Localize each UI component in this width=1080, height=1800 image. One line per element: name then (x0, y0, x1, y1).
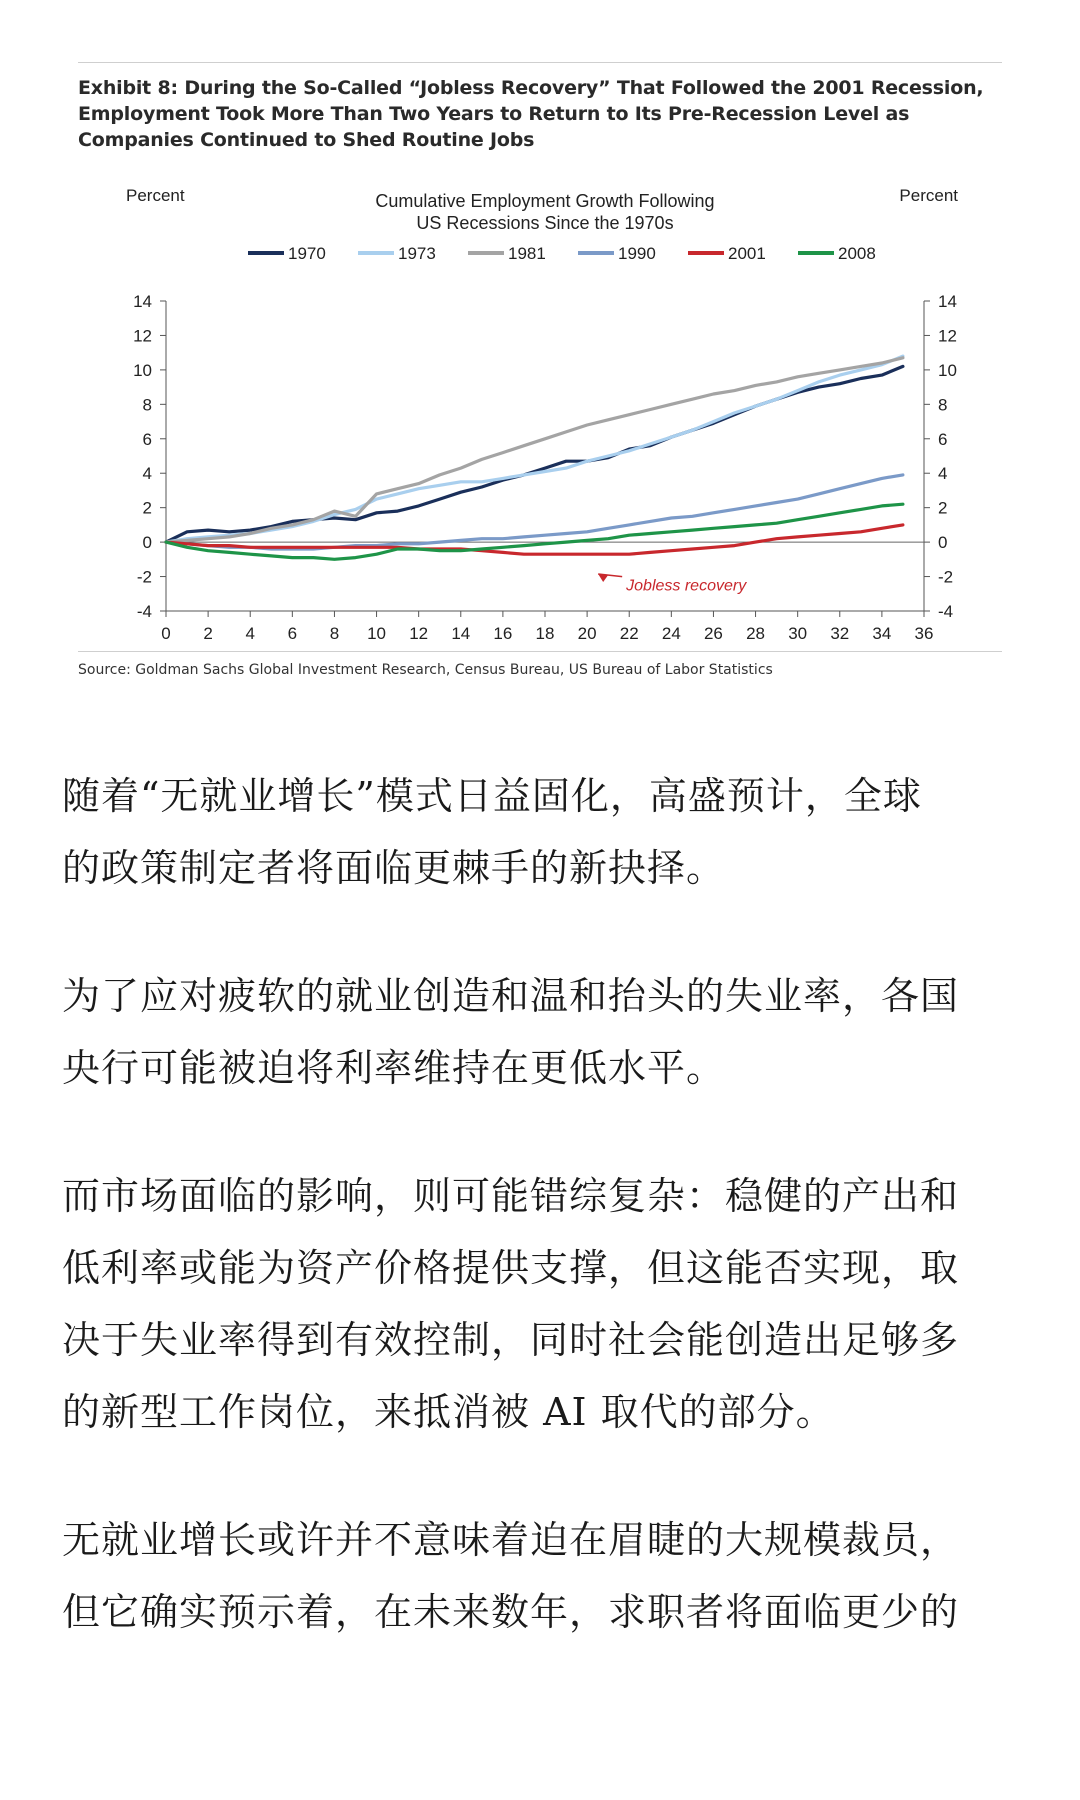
y-tick-label-right: -4 (938, 602, 954, 621)
x-tick-label: 22 (619, 624, 639, 643)
y-tick-label-left: 10 (133, 360, 152, 380)
paragraph-line: 但它确实预示着，在未来数年，求职者将面临更少的 (62, 1590, 960, 1634)
x-tick-label: 36 (914, 624, 934, 643)
annotation-arrow-head (598, 574, 608, 582)
x-tick-label: 26 (703, 624, 723, 643)
paragraph-line: 的政策制定者将面临更棘手的新抉择。 (62, 846, 726, 890)
y-axis-label-left: Percent (126, 186, 185, 205)
x-tick-label: 4 (245, 624, 255, 643)
x-tick-label: 12 (409, 624, 429, 643)
legend-label-1973: 1973 (398, 244, 436, 263)
x-tick-label: 16 (493, 624, 513, 643)
y-tick-label-right: 4 (938, 464, 948, 484)
y-tick-label-left: 4 (142, 464, 152, 484)
x-tick-label: 28 (746, 624, 766, 643)
top-rule (78, 62, 1002, 63)
x-tick-label: 20 (577, 624, 597, 643)
series-line-1981 (166, 358, 903, 542)
y-tick-label-left: 8 (142, 395, 152, 415)
exhibit-figure (78, 62, 1002, 678)
y-tick-label-left: 2 (142, 498, 152, 518)
exhibit-title: Exhibit 8: During the So-Called “Jobless Recovery” That Followed the 2001 Recession, Employment Took More Than Two Years to Return to Its Pre-Recession Level as Companies Continued to Shed Routine Jobs (78, 77, 984, 151)
paragraph-line: 随着“无就业增长”模式日益固化，高盛预计，全球 (62, 774, 922, 818)
legend-label-2008: 2008 (838, 244, 876, 263)
y-axis-label-right: Percent (899, 186, 958, 205)
paragraph-line: 为了应对疲软的就业创造和温和抬头的失业率，各国 (62, 974, 960, 1018)
y-tick-label-right: 0 (938, 533, 948, 553)
article-paragraph (62, 1160, 1020, 1448)
series-line-1973 (166, 356, 903, 542)
series-line-2008 (166, 504, 903, 559)
article-paragraph (62, 1504, 1020, 1648)
y-tick-label-right: 6 (938, 429, 948, 449)
chart-title: US Recessions Since the 1970s (416, 213, 674, 233)
chart-source: Source: Goldman Sachs Global Investment Research, Census Bureau, US Bureau of Labor Statistics (78, 662, 773, 678)
article-paragraph (62, 760, 1020, 904)
y-tick-label-left: 6 (142, 429, 152, 449)
y-tick-label-left: 12 (133, 326, 152, 346)
y-tick-label-right: 8 (938, 395, 948, 415)
y-tick-label-right: 10 (938, 360, 957, 380)
article-body (62, 760, 1020, 1704)
article-paragraph (62, 960, 1020, 1104)
x-tick-label: 32 (830, 624, 850, 643)
x-tick-label: 10 (367, 624, 387, 643)
paragraph-line: 无就业增长或许并不意味着迫在眉睫的大规模裁员， (62, 1518, 960, 1562)
legend-label-1970: 1970 (288, 244, 326, 263)
paragraph-line: 央行可能被迫将利率维持在更低水平。 (62, 1046, 726, 1090)
y-tick-label-left: 0 (142, 533, 152, 553)
x-tick-label: 6 (287, 624, 298, 643)
legend-label-1981: 1981 (508, 244, 546, 263)
y-tick-label-left: -4 (136, 602, 152, 621)
y-tick-label-left: -2 (136, 567, 152, 587)
paragraph-line: 低利率或能为资产价格提供支撑，但这能否实现，取 (62, 1246, 960, 1290)
x-tick-label: 0 (161, 624, 171, 643)
x-tick-label: 8 (329, 624, 340, 643)
chart-title: Cumulative Employment Growth Following (375, 191, 715, 211)
y-tick-label-right: 12 (938, 326, 957, 346)
chart-container (78, 171, 1002, 651)
legend-label-1990: 1990 (618, 244, 656, 263)
legend-label-2001: 2001 (728, 244, 766, 263)
paragraph-line: 而市场面临的影响，则可能错综复杂：稳健的产出和 (62, 1174, 960, 1218)
annotation-jobless-recovery: Jobless recovery (626, 577, 747, 595)
bottom-rule (78, 651, 1002, 652)
paragraph-line: 的新型工作岗位，来抵消被 AI 取代的部分。 (62, 1390, 835, 1434)
x-tick-label: 30 (788, 624, 808, 643)
x-tick-label: 2 (203, 624, 213, 643)
x-tick-label: 24 (661, 624, 681, 643)
x-tick-label: 14 (451, 624, 471, 643)
y-tick-label-left: 14 (133, 292, 152, 311)
y-tick-label-right: 14 (938, 292, 957, 311)
x-tick-label: 18 (535, 624, 555, 643)
employment-chart (78, 171, 1002, 651)
paragraph-line: 决于失业率得到有效控制，同时社会能创造出足够多 (62, 1318, 960, 1362)
y-tick-label-right: 2 (938, 498, 948, 518)
y-tick-label-right: -2 (938, 567, 954, 587)
x-tick-label: 34 (872, 624, 892, 643)
